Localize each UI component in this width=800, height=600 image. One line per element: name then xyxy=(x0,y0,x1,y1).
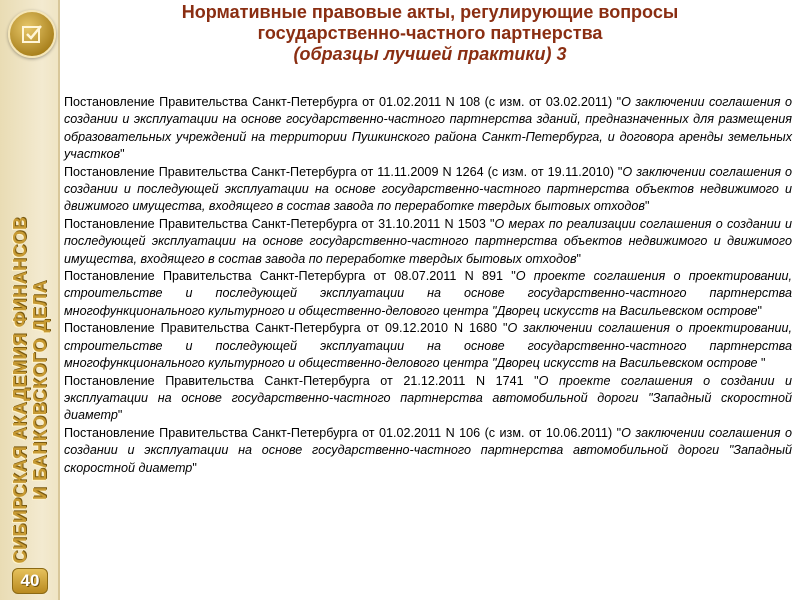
act-lead: Постановление Правительства Санкт-Петербурга от 21.12.2011 N 1741 " xyxy=(64,373,539,388)
act-lead: Постановление Правительства Санкт-Петербурга от 01.02.2011 N 106 (с изм. от 10.06.2011) " xyxy=(64,425,622,440)
academy-emblem-icon xyxy=(8,10,56,58)
act-tail: " xyxy=(117,408,123,423)
act-title: О проекте соглашения о создании и эксплуатации на основе государственно-частного партнерства автомобильной дороги "Западный скоростной диаметр xyxy=(64,373,792,423)
act-title: О проекте соглашения о проектировании, строительстве и последующей эксплуатации на основе государственно-частного партнерства многофункционального культурного и общественно-делового центра "Дворец искусств на Васильевском острове xyxy=(64,269,792,318)
title-line1: Нормативные правовые акты, регулирующие вопросы xyxy=(181,2,679,22)
act-tail: " xyxy=(757,303,763,318)
act-tail: " xyxy=(644,199,650,214)
sidebar xyxy=(0,0,60,600)
act-item xyxy=(64,373,792,425)
act-title: О заключении соглашения о создании и последующей эксплуатации на основе государственно-частного партнерства объектов недвижимого и движимого имущества, входящего в состав завода по переработке твердых бытовых отходов xyxy=(64,164,792,214)
act-title: О заключении соглашения о проектировании, строительстве и последующей эксплуатации на основе государственно-частного партнерства многофункционального культурного и общественно-делового центра "Дворец искусств на Васильевском острове xyxy=(64,321,793,371)
act-tail: " xyxy=(757,356,766,371)
act-title: О заключении соглашения о создании и эксплуатации на основе государственно-частного партнерства автомобильной дороги "Западный скоростной диаметр xyxy=(64,425,792,475)
page-title xyxy=(70,2,790,65)
act-item xyxy=(64,216,792,268)
page-number-badge: 40 xyxy=(12,568,48,594)
title-line2: государственно-частного партнерства xyxy=(257,23,603,43)
sidebar-divider xyxy=(58,0,60,600)
act-title: О мерах по реализации соглашения о создании и последующей эксплуатации на основе государственно-частного партнерства объектов недвижимого и движимого имущества, входящего в состав завода по переработке твердых бытовых отходов xyxy=(64,216,792,266)
act-lead: Постановление Правительства Санкт-Петербурга от 08.07.2011 N 891 " xyxy=(64,269,516,284)
organization-name-line2: И БАНКОВСКОГО ДЕЛА xyxy=(30,280,50,500)
act-item xyxy=(64,425,792,477)
act-item xyxy=(64,268,792,320)
act-tail: " xyxy=(120,147,125,162)
act-lead: Постановление Правительства Санкт-Петербурга от 01.02.2011 N 108 (с изм. от 03.02.2011) " xyxy=(64,95,622,109)
act-item xyxy=(64,94,792,164)
act-item xyxy=(64,320,792,372)
acts-list xyxy=(64,94,792,477)
act-tail: " xyxy=(576,251,582,266)
organization-name-line1: СИБИРСКАЯ АКАДЕМИЯ ФИНАНСОВ xyxy=(10,216,30,564)
act-lead: Постановление Правительства Санкт-Петербурга от 11.11.2009 N 1264 (с изм. от 19.11.2010) " xyxy=(64,164,623,179)
act-lead: Постановление Правительства Санкт-Петербурга от 09.12.2010 N 1680 " xyxy=(64,321,508,336)
act-item xyxy=(64,164,792,216)
title-line3: (образцы лучшей практики) 3 xyxy=(293,44,567,64)
act-lead: Постановление Правительства Санкт-Петербурга от 31.10.2011 N 1503 " xyxy=(64,216,495,231)
act-tail: " xyxy=(192,460,197,475)
act-title: О заключении соглашения о создании и эксплуатации на основе государственно-частного партнерства зданий, предназначенных для размещения образовательных учреждений на территории Пушкинского района Санкт-Петербурга, и договора аренды земельных участков xyxy=(64,95,792,162)
